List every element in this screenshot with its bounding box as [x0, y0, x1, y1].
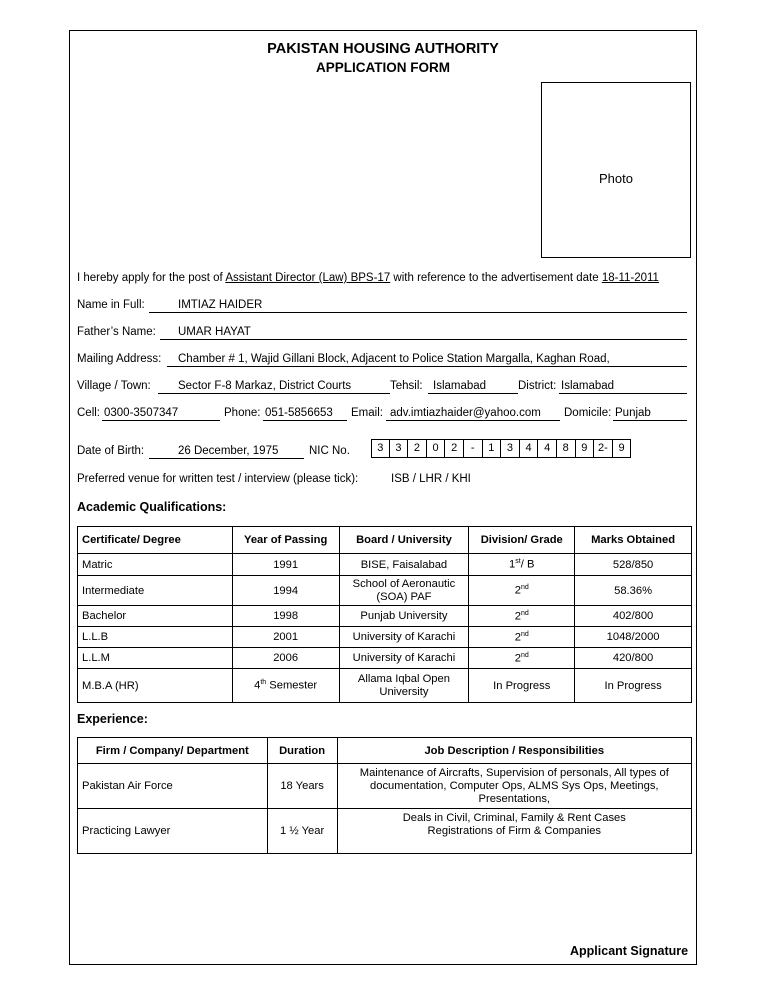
cert-cell: Bachelor: [78, 606, 233, 627]
col-year: Year of Passing: [232, 527, 339, 554]
cert-cell: Matric: [78, 554, 233, 576]
col-certificate: Certificate/ Degree: [78, 527, 233, 554]
board-cell: Punjab University: [339, 606, 469, 627]
address-label: Mailing Address:: [77, 353, 162, 365]
table-row: [78, 669, 692, 703]
nic-digit[interactable]: 2-: [594, 439, 613, 458]
year-cell: 2001: [232, 627, 339, 648]
marks-cell: 58.36%: [575, 576, 692, 606]
year-cell: 4th Semester: [232, 669, 339, 703]
board-cell: University of Karachi: [339, 648, 469, 669]
col-division: Division/ Grade: [469, 527, 575, 554]
table-row: [78, 648, 692, 669]
division-cell: 2nd: [469, 606, 575, 627]
board-cell: School of Aeronautic (SOA) PAF: [339, 576, 469, 606]
apply-prefix: I hereby apply for the post of: [77, 272, 223, 284]
board-cell: BISE, Faisalabad: [339, 554, 469, 576]
cell-label: Cell:: [77, 407, 101, 419]
col-duration: Duration: [267, 738, 337, 764]
tehsil-line: [428, 393, 518, 394]
district-line: [559, 393, 687, 394]
academic-table: [77, 526, 692, 703]
year-cell: 1994: [232, 576, 339, 606]
board-cell: Allama Iqbal Open University: [339, 669, 469, 703]
division-cell: In Progress: [469, 669, 575, 703]
description-cell: Deals in Civil, Criminal, Family & Rent Cases Registrations of Firm & Companies: [337, 809, 691, 854]
email-value[interactable]: adv.imtiazhaider@yahoo.com: [390, 407, 541, 419]
nic-digit[interactable]: 2: [408, 439, 427, 458]
nic-label: NIC No.: [309, 445, 350, 457]
academic-heading: Academic Qualifications:: [77, 500, 227, 514]
nic-boxes[interactable]: [371, 439, 631, 458]
cert-cell: Intermediate: [78, 576, 233, 606]
org-title: PAKISTAN HOUSING AUTHORITY: [267, 41, 499, 57]
table-row: [78, 554, 692, 576]
division-cell: 1st/ B: [469, 554, 575, 576]
dob-value[interactable]: 26 December, 1975: [178, 445, 279, 457]
father-line: [160, 339, 687, 340]
phone-value[interactable]: 051-5856653: [265, 407, 333, 419]
experience-header-row: [78, 738, 692, 764]
domicile-label: Domicile:: [564, 407, 612, 419]
table-row: [78, 809, 692, 854]
marks-cell: 528/850: [575, 554, 692, 576]
photo-label: Photo: [599, 171, 633, 186]
col-board: Board / University: [339, 527, 469, 554]
nic-digit[interactable]: 9: [613, 439, 632, 458]
firm-cell: Pakistan Air Force: [78, 764, 268, 809]
duration-cell: 18 Years: [267, 764, 337, 809]
apply-middle: with reference to the advertisement date: [393, 272, 599, 284]
nic-digit[interactable]: 3: [501, 439, 520, 458]
table-row: [78, 764, 692, 809]
marks-cell: 420/800: [575, 648, 692, 669]
nic-digit[interactable]: 3: [390, 439, 409, 458]
nic-digit[interactable]: 4: [520, 439, 539, 458]
tehsil-value[interactable]: Islamabad: [433, 380, 487, 392]
apply-statement: [77, 272, 659, 284]
form-title: APPLICATION FORM: [316, 60, 450, 75]
year-cell: 1991: [232, 554, 339, 576]
nic-digit[interactable]: 3: [371, 439, 390, 458]
advert-date: 18-11-2011: [601, 272, 659, 284]
cert-cell: L.L.M: [78, 648, 233, 669]
name-value[interactable]: IMTIAZ HAIDER: [178, 299, 263, 311]
venue-options[interactable]: ISB / LHR / KHI: [391, 473, 471, 485]
table-row: [78, 627, 692, 648]
domicile-value[interactable]: Punjab: [615, 407, 651, 419]
nic-digit[interactable]: 0: [427, 439, 446, 458]
district-label: District:: [518, 380, 557, 392]
marks-cell: 1048/2000: [575, 627, 692, 648]
nic-digit[interactable]: 2: [445, 439, 464, 458]
col-description: Job Description / Responsibilities: [337, 738, 691, 764]
col-marks: Marks Obtained: [575, 527, 692, 554]
cert-cell: L.L.B: [78, 627, 233, 648]
board-cell: University of Karachi: [339, 627, 469, 648]
experience-heading: Experience:: [77, 712, 148, 726]
nic-digit[interactable]: 4: [538, 439, 557, 458]
email-label: Email:: [351, 407, 383, 419]
cell-value[interactable]: 0300-3507347: [104, 407, 179, 419]
post-title: Assistant Director (Law) BPS-17: [225, 272, 391, 284]
father-value[interactable]: UMAR HAYAT: [178, 326, 251, 338]
dob-line: [149, 458, 304, 459]
cert-cell: M.B.A (HR): [78, 669, 233, 703]
table-row: [78, 576, 692, 606]
experience-table: [77, 737, 692, 854]
division-cell: 2nd: [469, 627, 575, 648]
address-line: [167, 366, 687, 367]
village-line: [158, 393, 390, 394]
photo-box: [541, 82, 691, 258]
district-value[interactable]: Islamabad: [561, 380, 615, 392]
domicile-line: [613, 420, 687, 421]
applicant-signature[interactable]: Applicant Signature: [570, 944, 689, 958]
dob-label: Date of Birth:: [77, 445, 145, 457]
year-cell: 1998: [232, 606, 339, 627]
name-label: Name in Full:: [77, 299, 145, 311]
nic-digit[interactable]: 8: [557, 439, 576, 458]
year-cell: 2006: [232, 648, 339, 669]
nic-digit[interactable]: -: [464, 439, 483, 458]
name-line: [149, 312, 687, 313]
venue-label: Preferred venue for written test / interview (please tick):: [77, 473, 359, 485]
description-cell: Maintenance of Aircrafts, Supervision of personals, All types of documentation, Computer Ops, ALMS Sys Ops, Meetings, Presentations,: [337, 764, 691, 809]
marks-cell: 402/800: [575, 606, 692, 627]
division-cell: 2nd: [469, 576, 575, 606]
firm-cell: Practicing Lawyer: [78, 809, 268, 854]
cell-line: [102, 420, 220, 421]
address-value[interactable]: Chamber # 1, Wajid Gillani Block, Adjacent to Police Station Margalla, Kaghan Road,: [178, 353, 610, 365]
marks-cell: In Progress: [575, 669, 692, 703]
father-label: Father’s Name:: [77, 326, 156, 338]
email-line: [386, 420, 560, 421]
table-row: [78, 606, 692, 627]
phone-line: [263, 420, 347, 421]
nic-digit[interactable]: 1: [483, 439, 502, 458]
tehsil-label: Tehsil:: [390, 380, 423, 392]
village-label: Village / Town:: [77, 380, 151, 392]
nic-digit[interactable]: 9: [576, 439, 595, 458]
academic-header-row: [78, 527, 692, 554]
division-cell: 2nd: [469, 648, 575, 669]
village-value[interactable]: Sector F-8 Markaz, District Courts: [178, 380, 352, 392]
phone-label: Phone:: [224, 407, 261, 419]
col-firm: Firm / Company/ Department: [78, 738, 268, 764]
duration-cell: 1 ½ Year: [267, 809, 337, 854]
